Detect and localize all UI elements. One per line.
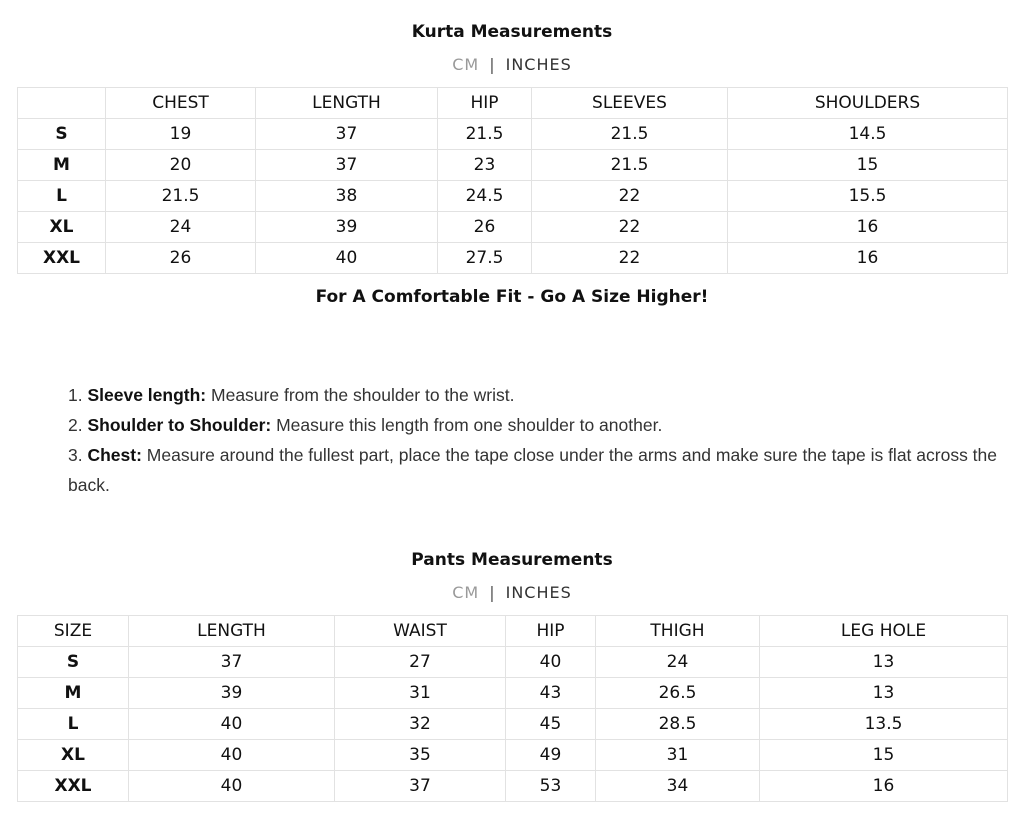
size-label: XL [18, 740, 129, 771]
instruction-item [68, 410, 1003, 440]
table-header-row [18, 88, 1008, 119]
size-label: S [18, 119, 106, 150]
instruction-item [68, 380, 1003, 410]
header-cell: HIP [438, 88, 532, 119]
table-cell: 34 [596, 771, 760, 802]
instruction-number: 2. [68, 415, 83, 435]
table-cell: 13.5 [760, 709, 1008, 740]
table-cell: 39 [129, 678, 335, 709]
header-cell: SHOULDERS [728, 88, 1008, 119]
table-cell: 32 [335, 709, 506, 740]
measurement-instructions [68, 380, 1003, 500]
table-cell: 23 [438, 150, 532, 181]
table-row [18, 678, 1008, 709]
pants-size-table [17, 615, 1008, 802]
table-cell: 16 [728, 212, 1008, 243]
table-row [18, 212, 1008, 243]
kurta-size-table [17, 87, 1008, 274]
header-cell: WAIST [335, 616, 506, 647]
header-cell: HIP [506, 616, 596, 647]
table-cell: 15 [728, 150, 1008, 181]
unit-separator: | [489, 583, 496, 602]
pants-title: Pants Measurements [411, 550, 613, 570]
table-cell: 13 [760, 647, 1008, 678]
table-row [18, 181, 1008, 212]
table-cell: 22 [532, 243, 728, 274]
table-cell: 16 [728, 243, 1008, 274]
table-cell: 15.5 [728, 181, 1008, 212]
pants-unit-inches[interactable]: INCHES [505, 583, 572, 602]
table-row [18, 243, 1008, 274]
size-label: S [18, 647, 129, 678]
header-cell: LENGTH [256, 88, 438, 119]
table-cell: 40 [129, 709, 335, 740]
table-cell: 40 [256, 243, 438, 274]
table-cell: 43 [506, 678, 596, 709]
size-label: M [18, 150, 106, 181]
table-cell: 28.5 [596, 709, 760, 740]
kurta-unit-toggle [0, 55, 1024, 74]
kurta-unit-cm[interactable]: CM [452, 55, 480, 74]
table-cell: 31 [596, 740, 760, 771]
table-cell: 13 [760, 678, 1008, 709]
kurta-unit-inches[interactable]: INCHES [505, 55, 572, 74]
table-cell: 27.5 [438, 243, 532, 274]
table-cell: 37 [129, 647, 335, 678]
kurta-title: Kurta Measurements [411, 22, 613, 42]
table-cell: 53 [506, 771, 596, 802]
instruction-item [68, 440, 1003, 500]
pants-unit-cm[interactable]: CM [452, 583, 480, 602]
size-label: XL [18, 212, 106, 243]
table-cell: 14.5 [728, 119, 1008, 150]
instruction-label: Chest: [87, 445, 142, 465]
header-cell [18, 88, 106, 119]
header-cell: LEG HOLE [760, 616, 1008, 647]
table-cell: 38 [256, 181, 438, 212]
table-cell: 40 [129, 771, 335, 802]
table-cell: 19 [106, 119, 256, 150]
table-cell: 35 [335, 740, 506, 771]
size-label: M [18, 678, 129, 709]
header-cell: SLEEVES [532, 88, 728, 119]
table-cell: 26 [106, 243, 256, 274]
instruction-label: Shoulder to Shoulder: [87, 415, 272, 435]
pants-unit-toggle [0, 583, 1024, 602]
table-cell: 37 [335, 771, 506, 802]
instruction-text: Measure around the fullest part, place the tape close under the arms and make sure the tape is flat across the back. [68, 445, 998, 495]
table-cell: 37 [256, 150, 438, 181]
instruction-text: Measure from the shoulder to the wrist. [206, 385, 515, 405]
instruction-text: Measure this length from one shoulder to another. [271, 415, 663, 435]
table-cell: 49 [506, 740, 596, 771]
table-cell: 21.5 [106, 181, 256, 212]
unit-separator: | [489, 55, 496, 74]
table-cell: 37 [256, 119, 438, 150]
table-cell: 31 [335, 678, 506, 709]
table-row [18, 119, 1008, 150]
table-cell: 24 [596, 647, 760, 678]
table-cell: 27 [335, 647, 506, 678]
table-cell: 22 [532, 181, 728, 212]
fit-tip: For A Comfortable Fit - Go A Size Higher! [315, 287, 709, 307]
instruction-number: 1. [68, 385, 83, 405]
table-cell: 20 [106, 150, 256, 181]
table-cell: 16 [760, 771, 1008, 802]
table-cell: 21.5 [532, 150, 728, 181]
header-cell: LENGTH [129, 616, 335, 647]
table-row [18, 150, 1008, 181]
size-label: L [18, 181, 106, 212]
table-cell: 40 [129, 740, 335, 771]
table-cell: 26.5 [596, 678, 760, 709]
size-label: XXL [18, 771, 129, 802]
table-header-row [18, 616, 1008, 647]
table-row [18, 647, 1008, 678]
header-cell: SIZE [18, 616, 129, 647]
table-cell: 22 [532, 212, 728, 243]
table-cell: 24.5 [438, 181, 532, 212]
header-cell: THIGH [596, 616, 760, 647]
table-cell: 21.5 [532, 119, 728, 150]
table-cell: 45 [506, 709, 596, 740]
size-label: XXL [18, 243, 106, 274]
table-cell: 15 [760, 740, 1008, 771]
table-cell: 21.5 [438, 119, 532, 150]
size-label: L [18, 709, 129, 740]
instruction-number: 3. [68, 445, 83, 465]
header-cell: CHEST [106, 88, 256, 119]
table-row [18, 709, 1008, 740]
table-cell: 40 [506, 647, 596, 678]
table-row [18, 740, 1008, 771]
instruction-label: Sleeve length: [87, 385, 207, 405]
table-row [18, 771, 1008, 802]
table-cell: 26 [438, 212, 532, 243]
table-cell: 24 [106, 212, 256, 243]
table-cell: 39 [256, 212, 438, 243]
